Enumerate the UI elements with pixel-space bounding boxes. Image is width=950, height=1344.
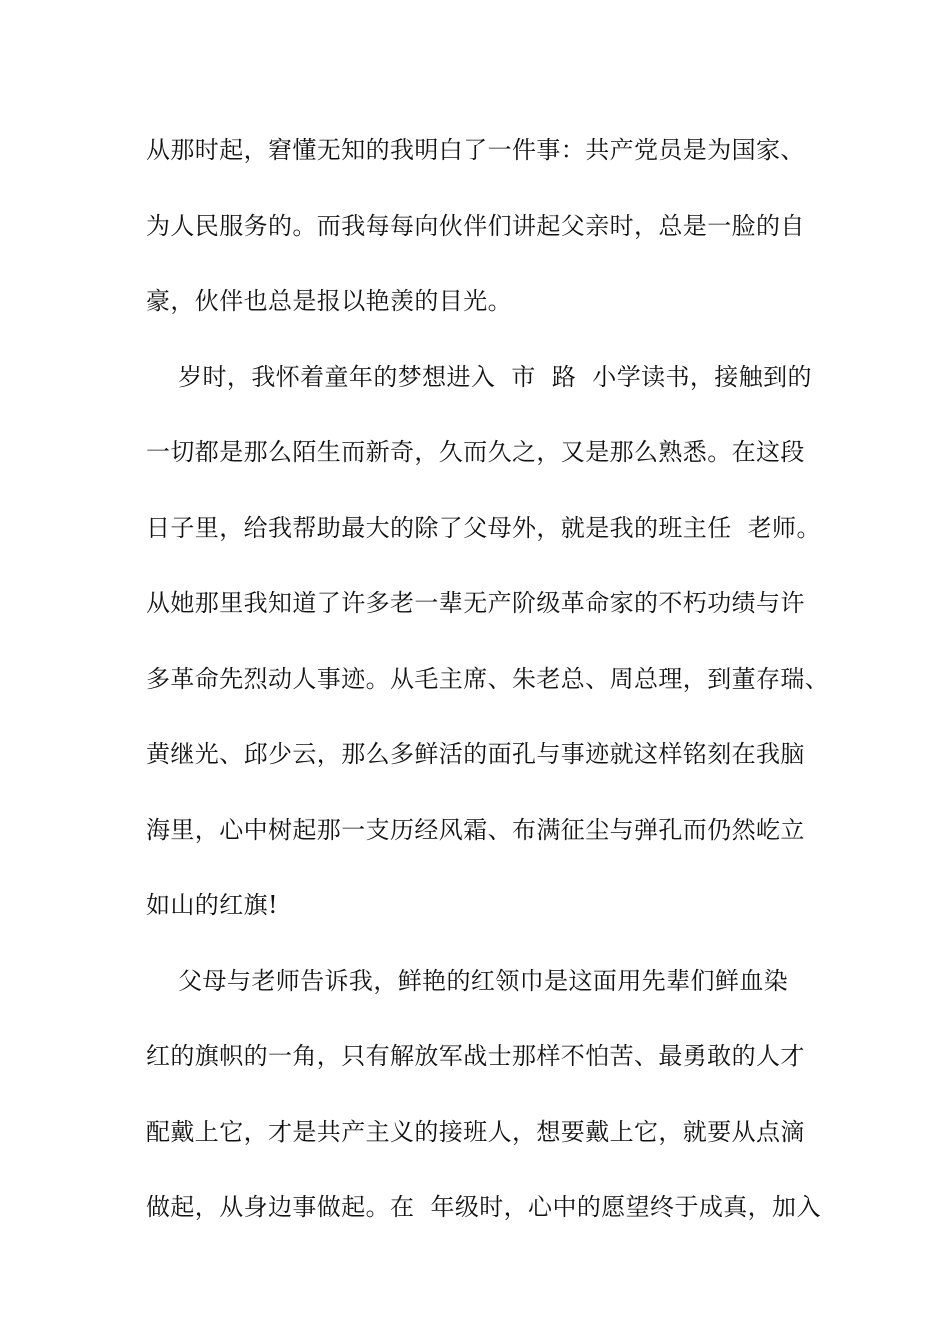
text-line: 配戴上它，才是共产主义的接班人，想要戴上它，就要从点滴: [146, 1117, 805, 1146]
text-line: 做起，从身边事做起。在 年级时，心中的愿望终于成真，加入: [146, 1193, 821, 1221]
text-line: 为人民服务的。而我每每向伙伴们讲起父亲时，总是一脸的自: [146, 211, 805, 240]
text-line: 父母与老师告诉我，鲜艳的红领巾是这面用先辈们鲜血染: [146, 966, 789, 995]
text-line: 海里，心中树起那一支历经风霜、布满征尘与弹孔而仍然屹立: [146, 815, 805, 844]
text-line: 从她那里我知道了许多老一辈无产阶级革命家的不朽功绩与许: [146, 589, 805, 617]
text-line: 从那时起，窘懂无知的我明白了一件事：共产党员是为国家、: [146, 136, 805, 164]
text-line: 一切都是那么陌生而新奇，久而久之，又是那么熟悉。在这段: [146, 438, 805, 466]
text-line: 红的旗帜的一角，只有解放军战士那样不怕苦、最勇敢的人才: [146, 1042, 805, 1070]
text-line: 岁时，我怀着童年的梦想进入 市 路 小学读书，接触到的: [146, 362, 812, 391]
text-line: 黄继光、邱少云，那么多鲜活的面孔与事迹就这样铭刻在我脑: [146, 740, 805, 768]
text-line: 日子里，给我帮助最大的除了父母外，就是我的班主任 老师。: [146, 513, 821, 542]
text-line: 豪，伙伴也总是报以艳羡的目光。: [146, 287, 512, 315]
text-line: 多革命先烈动人事迹。从毛主席、朱老总、周总理，到董存瑞、: [146, 664, 830, 693]
body-text: [146, 130, 846, 1263]
text-line: 如山的红旗!: [146, 891, 279, 919]
